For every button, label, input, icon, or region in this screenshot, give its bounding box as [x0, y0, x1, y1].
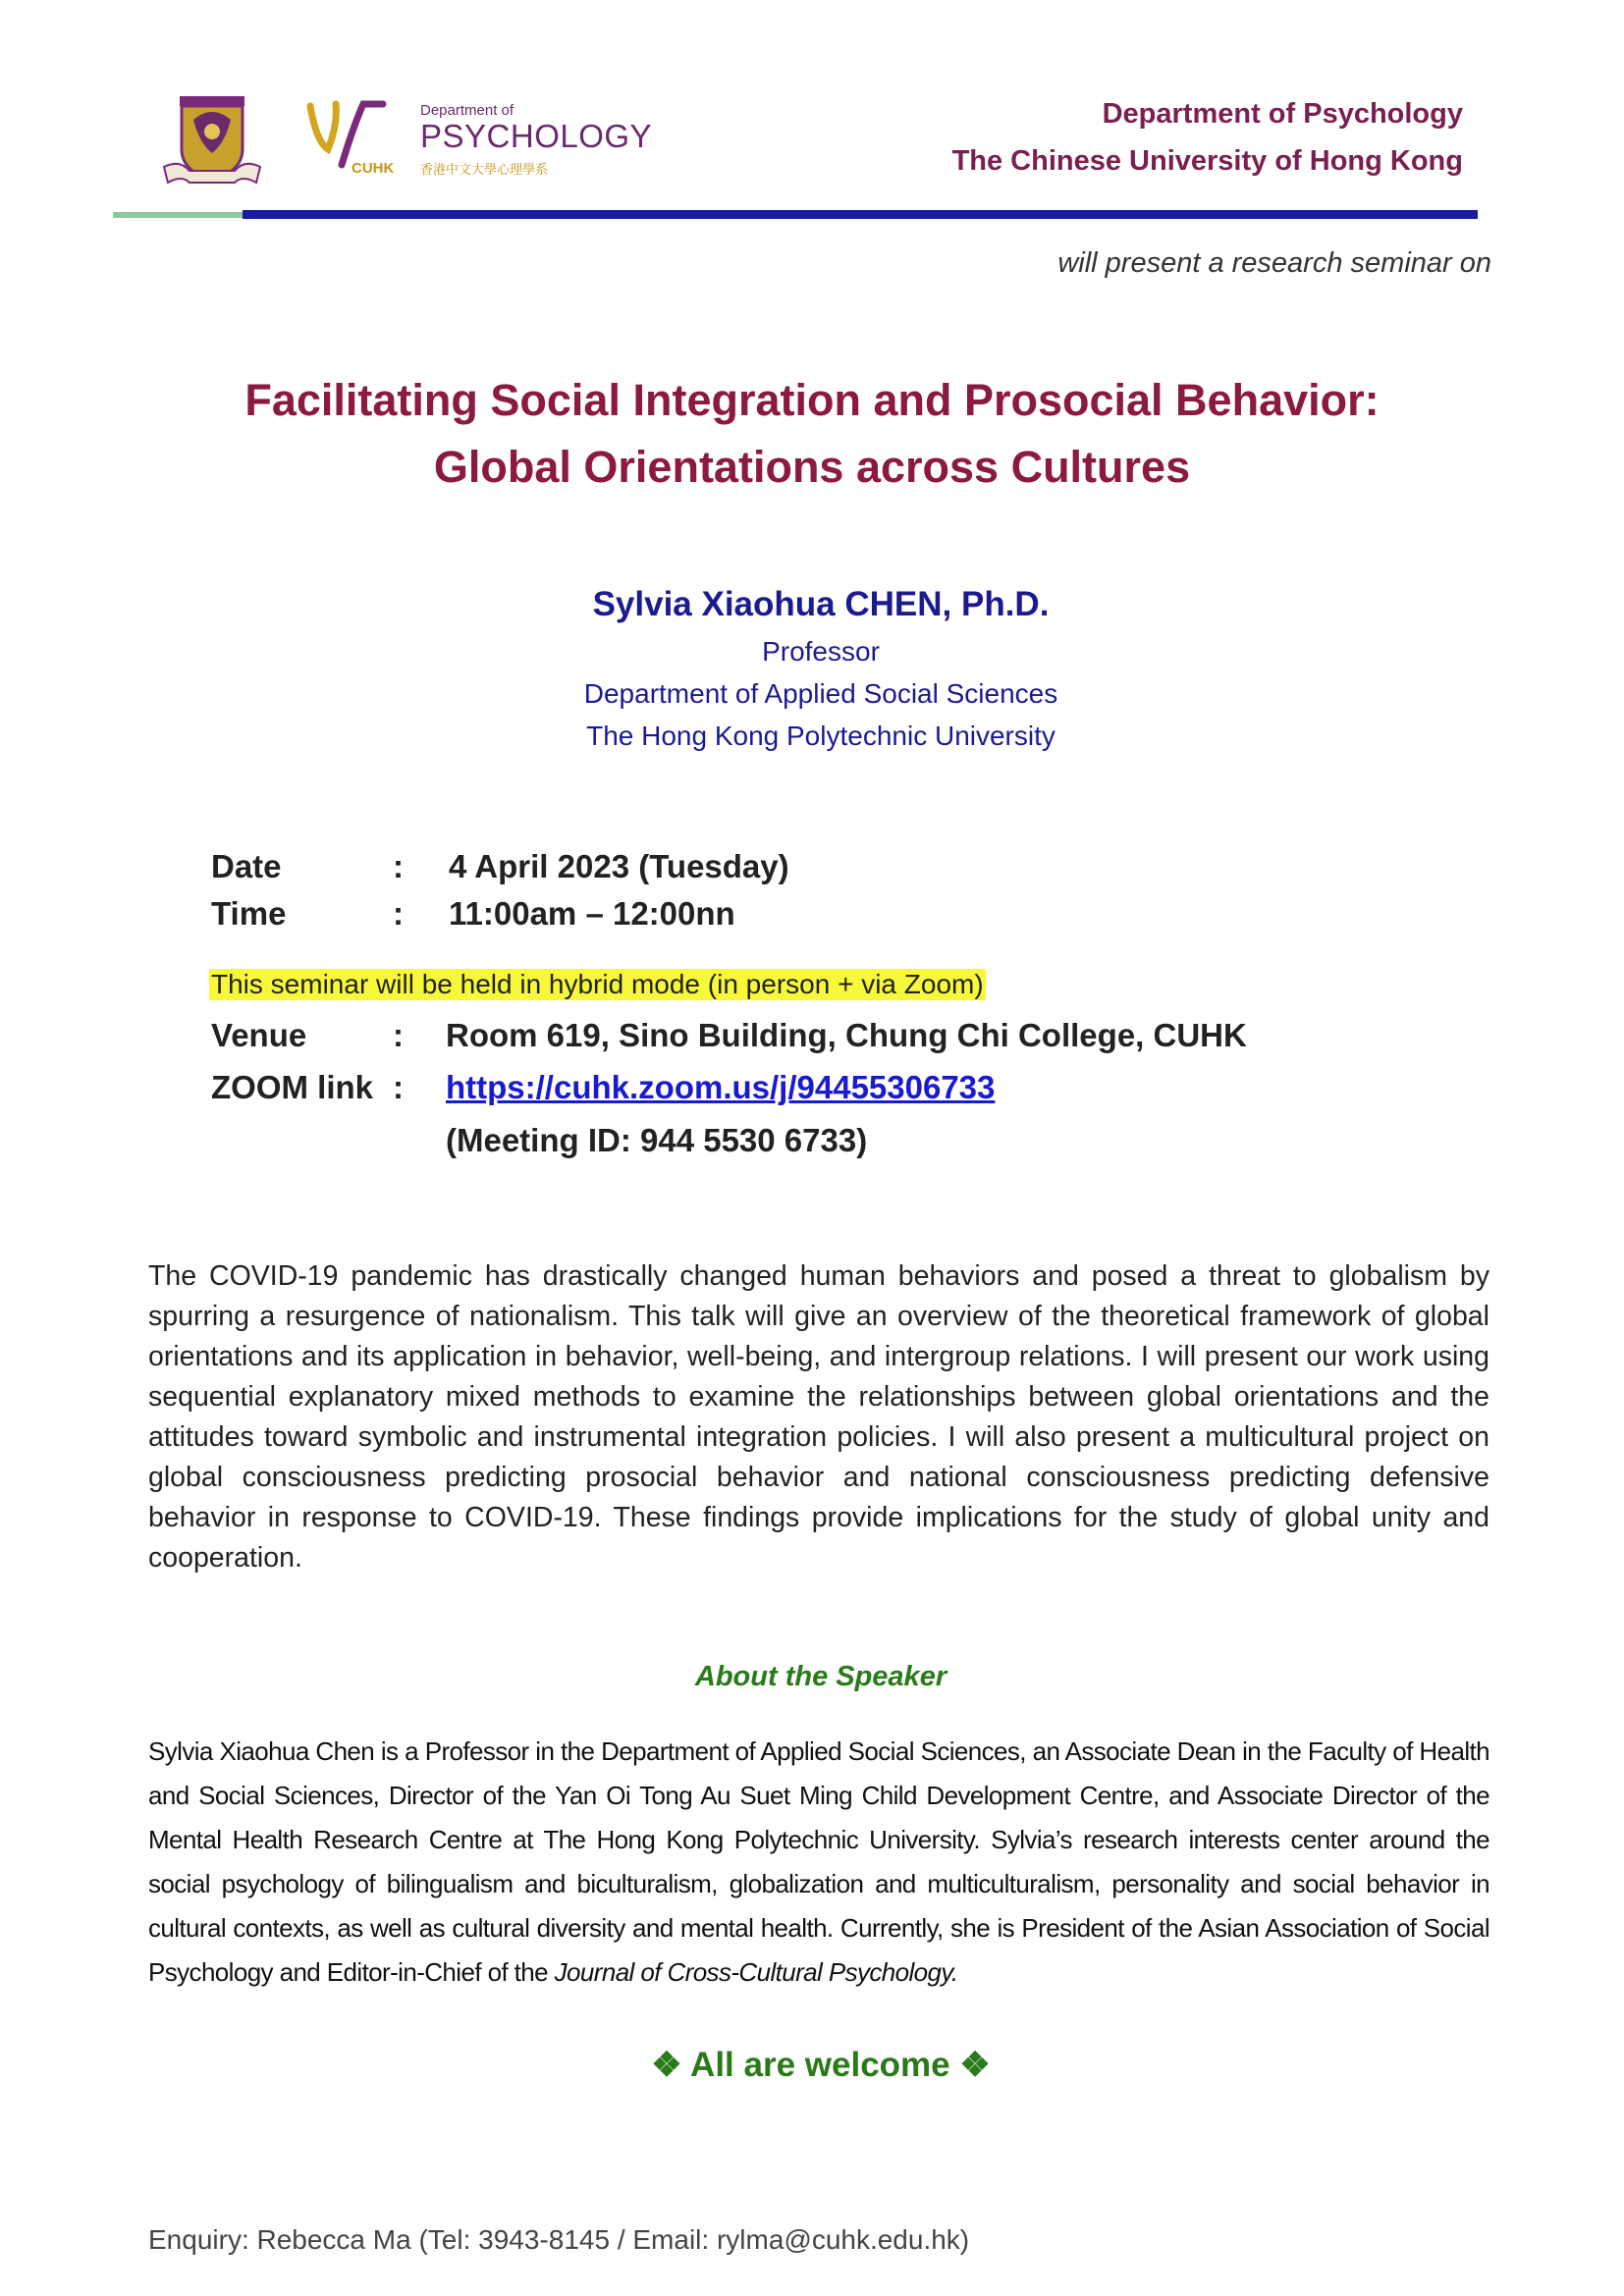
cuhk-crest-icon	[160, 94, 264, 188]
meeting-id: (Meeting ID: 944 5530 6733)	[446, 1122, 868, 1158]
university-name: The Chinese University of Hong Kong	[951, 145, 1463, 177]
hybrid-mode-note: This seminar will be held in hybrid mode (in person + via Zoom)	[211, 969, 984, 999]
present-line: will present a research seminar on	[1057, 247, 1491, 279]
speaker-bio-text: Sylvia Xiaohua Chen is a Professor in the Department of Applied Social Sciences, an Associate Dean in the Faculty of Health and Social Sciences, Director of the Yan Oi Tong Au Suet Ming Child Development Centre, and Associate Director of the Mental Health Research Centre at The Hong Kong Polytechnic University. Sylvia’s research interests center around the social psychology of bilingualism and biculturalism, globalization and multiculturalism, personality and social behavior in cultural contexts, as well as cultural diversity and mental health. Currently, she is President of the Asian Association of Social Psychology and Editor-in-Chief of the	[148, 1736, 1489, 1987]
enquiry-line: Enquiry: Rebecca Ma (Tel: 3943-8145 / Email: rylma@cuhk.edu.hk)	[148, 2224, 970, 2255]
date-value: 4 April 2023 (Tuesday)	[449, 848, 789, 884]
logo-dept-small: Department of	[420, 102, 514, 119]
speaker-university: The Hong Kong Polytechnic University	[586, 721, 1056, 751]
venue-value: Room 619, Sino Building, Chung Chi College, CUHK	[446, 1017, 1247, 1053]
seminar-title-line2: Global Orientations across Cultures	[433, 442, 1191, 492]
header-rule-blue	[243, 210, 1478, 219]
time-label: Time	[211, 895, 287, 932]
welcome-line: ❖ All are welcome ❖	[651, 2046, 991, 2084]
time-value: 11:00am – 12:00nn	[449, 895, 735, 932]
venue-label: Venue	[211, 1017, 307, 1053]
seminar-title-line1: Facilitating Social Integration and Prosocial Behavior:	[244, 375, 1380, 425]
logo-cuhk: CUHK	[352, 160, 395, 177]
about-speaker-heading: About the Speaker	[694, 1661, 947, 1692]
journal-title: Journal of Cross-Cultural Psychology.	[554, 1957, 958, 1987]
abstract-text: The COVID-19 pandemic has drastically changed human behaviors and posed a threat to globalism by spurring a resurgence of nationalism. This talk will give an overview of the theoretical framework of global orientations and its application in behavior, well-being, and intergroup relations. I will present our work using sequential explanatory mixed methods to examine the relationships between global orientations and the attitudes toward symbolic and instrumental integration policies. I will also present a multicultural project on global consciousness predicting prosocial behavior and national consciousness predicting defensive behavior in response to COVID-19. These findings provide implications for the study of global unity and cooperation.	[148, 1260, 1489, 1574]
department-name: Department of Psychology	[1102, 98, 1463, 130]
zoom-colon: :	[393, 1069, 404, 1105]
date-label: Date	[211, 848, 282, 884]
speaker-name: Sylvia Xiaohua CHEN, Ph.D.	[592, 585, 1050, 623]
date-colon: :	[393, 848, 404, 884]
time-colon: :	[393, 895, 404, 932]
speaker-role: Professor	[762, 636, 880, 667]
venue-colon: :	[393, 1017, 404, 1053]
logo-psychology: PSYCHOLOGY	[420, 118, 653, 154]
header-rule-green	[113, 212, 243, 218]
zoom-link[interactable]: https://cuhk.zoom.us/j/94455306733	[446, 1069, 996, 1105]
speaker-bio	[148, 1730, 1489, 1995]
logo-chinese-name: 香港中文大學心理學系	[420, 162, 549, 177]
zoom-label: ZOOM link	[211, 1069, 373, 1105]
speaker-department: Department of Applied Social Sciences	[583, 678, 1058, 709]
